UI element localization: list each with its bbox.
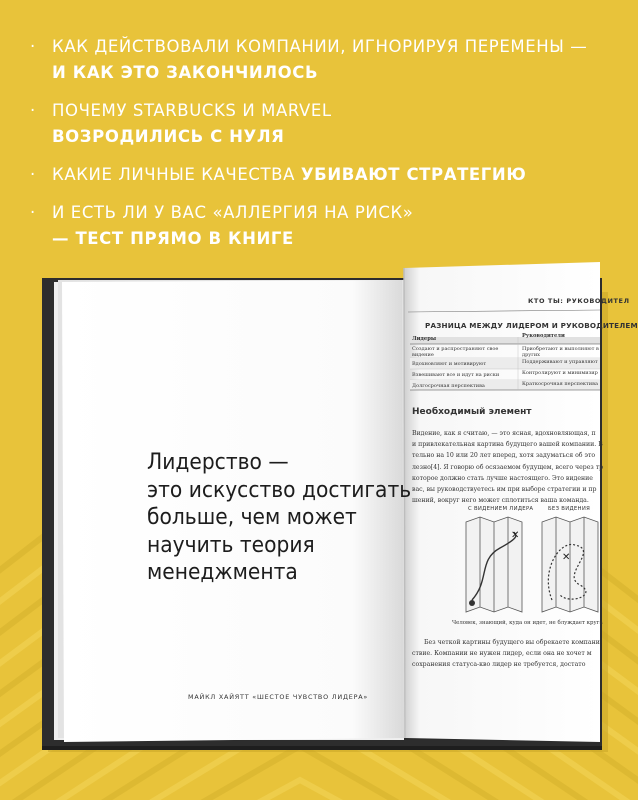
bullet-dot: · [30,203,36,222]
map-without-vision-icon [542,517,598,612]
bullet-dot: · [30,37,36,56]
table-cell: Долгосрочная перспектива [412,383,485,389]
feature-highlight: И КАК ЭТО ЗАКОНЧИЛОСЬ [52,63,319,82]
text-line: лезно[4]. Я говорю об осязаемом будущем, всего через тр [412,463,604,471]
table-col-leaders: Лидеры [412,336,437,342]
figure-caption: Человек, знающий, куда он идет, не блуждает круга [452,620,603,626]
section-title: Необходимый элемент [412,407,532,417]
page-footer: МАЙКЛ ХАЙЯТТ «ШЕСТОЕ ЧУВСТВО ЛИДЕРА» [188,693,369,701]
table-cell: Поддерживают и управляют [522,359,598,365]
feature-highlight: УБИВАЮТ СТРАТЕГИЮ [300,165,527,184]
leadership-quote [147,449,447,587]
feature-item [30,98,590,150]
table-cell: Вдохновляют и мотивируют [412,361,487,367]
map-label: БЕЗ ВИДЕНИЯ [548,506,591,512]
text-line: и привлекательная картина будущего вашей компании. В [412,441,603,449]
text-line: вас, вы руководствуетесь им при выборе стратегии и пр [412,486,597,494]
table-cell: Приобретают и выполняют в других [522,346,599,358]
text-line: Без четкой картины будущего вы обрекаете компани [424,639,600,646]
text-line: сохранения статуса-кво лидер не требуется, достато [412,661,586,669]
feature-item [30,200,590,252]
text-line: которое должно стать лучше настоящего. Это видение [412,474,593,482]
body-paragraph [412,428,603,506]
table-title: РАЗНИЦА МЕЖДУ ЛИДЕРОМ И РУКОВОДИТЕЛЕМ [425,321,638,330]
quote-line: Лидерство — [147,449,289,475]
bullet-dot: · [30,165,36,184]
feature-text: КАКИЕ ЛИЧНЫЕ КАЧЕСТВА [52,165,301,184]
quote-line: это искусство достигать [147,476,412,503]
feature-item [30,162,590,188]
table-cell: Создают и распространяют свое видение [412,346,499,358]
running-header: КТО ТЫ: РУКОВОДИТЕЛ [528,297,630,305]
quote-line: больше, чем может [147,504,357,530]
feature-text: КАК ДЕЙСТВОВАЛИ КОМПАНИИ, ИГНОРИРУЯ ПЕРЕМЕНЫ — [52,37,588,56]
table-cell: Краткосрочная перспектива [522,381,598,387]
map-label: С ВИДЕНИЕМ ЛИДЕРА [468,506,534,512]
map-with-vision-icon [466,517,522,612]
text-line: тельно на 10 или 20 лет вперед, хотя задуматься об это [412,452,596,460]
feature-text: ПОЧЕМУ STARBUCKS И MARVEL [52,101,332,120]
feature-highlight: — ТЕСТ ПРЯМО В КНИГЕ [52,229,294,248]
text-line: ствие. Компании не нужен лидер, если она не хочет м [412,650,592,658]
quote-line: менеджмента [147,559,298,585]
feature-item [30,34,590,86]
feature-text: И ЕСТЬ ЛИ У ВАС «АЛЛЕРГИЯ НА РИСК» [52,203,414,222]
feature-list [30,34,590,264]
table-cell: Взвешивают все и идут на риски [412,372,500,378]
svg-text:✕: ✕ [511,530,520,541]
table-col-managers: Руководители [522,333,565,339]
bullet-dot: · [30,101,36,120]
table-cell: Контролируют и минимизир [522,370,598,376]
body-paragraph [412,637,600,671]
text-line: Видение, как я считаю, — это ясная, вдохновляющая, п [412,430,596,437]
svg-text:✕: ✕ [562,552,571,563]
text-line: шений, вокруг него может сплотиться ваша команда. [412,497,589,505]
quote-line: научить теория [147,531,315,558]
feature-highlight: ВОЗРОДИЛИСЬ С НУЛЯ [52,127,285,146]
